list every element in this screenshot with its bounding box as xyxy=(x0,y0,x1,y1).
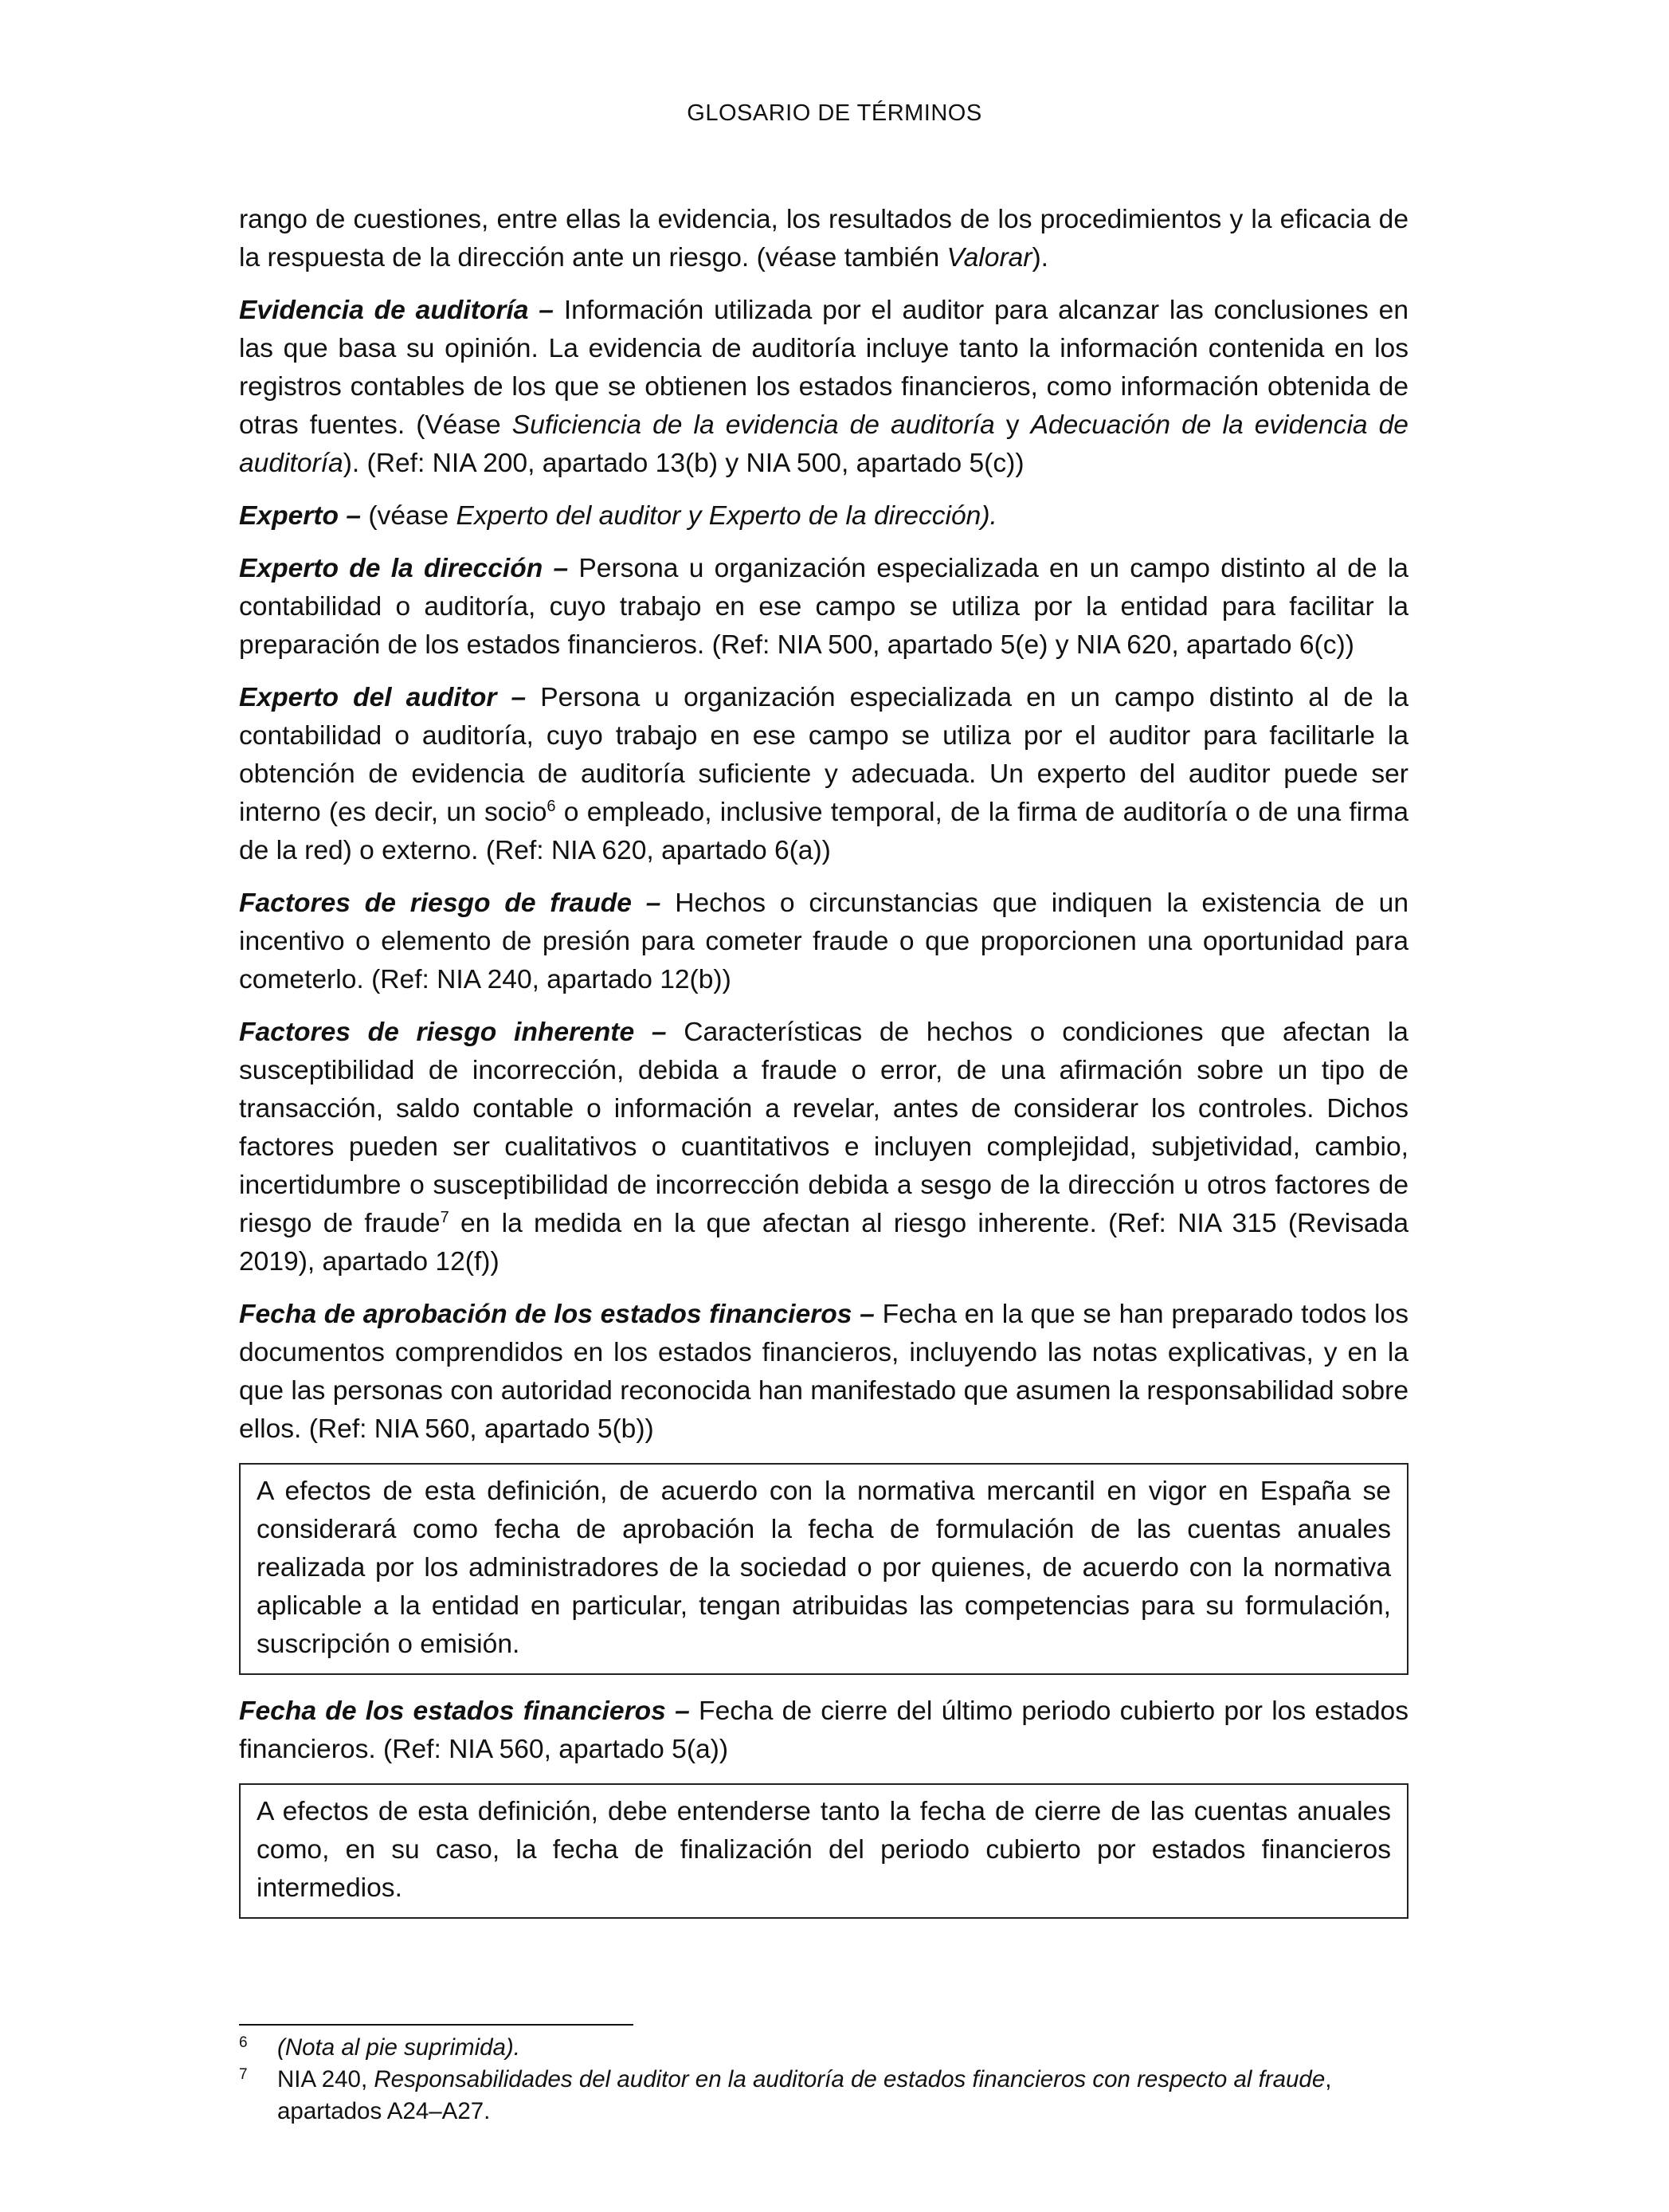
glossary-entry-evidencia-de-auditoria xyxy=(239,292,1408,483)
glossary-entry-fecha-de-aprobacion xyxy=(239,1296,1408,1449)
spain-note-box xyxy=(239,1783,1408,1919)
glossary-entry-experto xyxy=(239,497,1408,535)
glossary-term: Experto – xyxy=(239,501,362,531)
glossary-entry-experto-del-auditor xyxy=(239,679,1408,870)
cross-reference-term: Adecuación de la evidencia de auditoría xyxy=(239,410,1408,478)
glossary-term: Factores de riesgo de fraude – xyxy=(239,888,661,918)
cross-reference-term: Valorar xyxy=(946,243,1032,273)
footnote-text: NIA 240, xyxy=(277,2066,374,2092)
cross-reference-term: Suficiencia de la evidencia de auditoría xyxy=(511,410,995,440)
glossary-term: Fecha de aprobación de los estados financieros – xyxy=(239,1300,875,1329)
continuation-text: rango de cuestiones, entre ellas la evidencia, los resultados de los procedimientos y la eficacia de la respuesta de la dirección ante un riesgo. (véase también xyxy=(239,205,1408,273)
continuation-text-end: ). xyxy=(1032,243,1048,273)
glossary-term: Experto del auditor – xyxy=(239,683,527,712)
glossary-body xyxy=(239,201,1408,1936)
glossary-term: Evidencia de auditoría – xyxy=(239,296,554,325)
footnote-text: (Nota al pie suprimida). xyxy=(277,2034,520,2061)
definition-text: Persona u organización especializada en un campo distinto al de la contabilidad o auditoría, cuyo trabajo en ese campo se utiliza por la entidad para facilitar la preparación de los estados financieros. (Ref: NIA 500, apartado 5(e) y NIA 620, apartado 6(c)) xyxy=(239,554,1408,660)
glossary-continuation xyxy=(239,201,1408,277)
footnote-6 xyxy=(239,2032,1408,2064)
page-header-title: GLOSARIO DE TÉRMINOS xyxy=(687,100,982,126)
definition-text: Persona u organización especializada en un campo distinto al de la contabilidad o auditoría, cuyo trabajo en ese campo se utiliza por el auditor para facilitarle la obtención de evidencia de auditoría suficiente y adecuada. Un experto del auditor puede ser interno (es decir, un socio xyxy=(239,683,1408,827)
spain-note-box xyxy=(239,1463,1408,1675)
glossary-term: Fecha de los estados financieros – xyxy=(239,1696,690,1726)
footnote-separator xyxy=(239,2024,633,2026)
footnote-7 xyxy=(239,2064,1408,2128)
definition-text: y xyxy=(994,410,1031,440)
definition-text: Fecha de cierre del último periodo cubierto por los estados financieros. (Ref: NIA 560, apartado 5(a)) xyxy=(239,1696,1408,1764)
spain-note-text: A efectos de esta definición, debe entenderse tanto la fecha de cierre de las cuentas anuales como, en su caso, la fecha de finalización del periodo cubierto por estados financieros intermedios. xyxy=(257,1797,1391,1903)
glossary-entry-fecha-de-los-estados-financieros xyxy=(239,1692,1408,1769)
cross-reference-term: Experto del auditor y Experto de la dirección). xyxy=(456,501,997,531)
footnote-number: 6 xyxy=(239,2034,248,2051)
spain-note-text: A efectos de esta definición, de acuerdo con la normativa mercantil en vigor en España se considerará como fecha de aprobación la fecha de formulación de las cuentas anuales realizada por los administradores de la sociedad o por quienes, de acuerdo con la normativa aplicable a la entidad en particular, tengan atribuidas las competencias para su formulación, suscripción o emisión. xyxy=(257,1477,1391,1659)
definition-text: Características de hechos o condiciones que afectan la susceptibilidad de incorrección, debida a fraude o error, de una afirmación sobre un tipo de transacción, saldo contable o información a revelar, antes de considerar los controles. Dichos factores pueden ser cualitativos o cuantitativos e incluyen complejidad, subjetividad, cambio, incertidumbre o susceptibilidad de incorrección debida a sesgo de la dirección u otros factores de riesgo de fraude xyxy=(239,1018,1408,1238)
footnotes xyxy=(239,2032,1408,2128)
definition-text: Fecha en la que se han preparado todos los documentos comprendidos en los estados financieros, incluyendo las notas explicativas, y en la que las personas con autoridad reconocida han manifestado que asumen la responsabilidad sobre ellos. (Ref: NIA 560, apartado 5(b)) xyxy=(239,1300,1408,1444)
footnote-reference[interactable]: 6 xyxy=(547,797,556,815)
footnote-number: 7 xyxy=(239,2066,248,2083)
definition-text: ). (Ref: NIA 200, apartado 13(b) y NIA 500, apartado 5(c)) xyxy=(343,449,1025,478)
definition-text: en la medida en la que afectan al riesgo inherente. (Ref: NIA 315 (Revisada 2019), apartado 12(f)) xyxy=(239,1209,1409,1277)
definition-text: (véase xyxy=(361,501,456,531)
definition-text: Hechos o circunstancias que indiquen la existencia de un incentivo o elemento de presión para cometer fraude o que proporcionen una oportunidad para cometerlo. (Ref: NIA 240, apartado 12(b)) xyxy=(239,888,1408,994)
definition-text: o empleado, inclusive temporal, de la firma de auditoría o de una firma de la red) o externo. (Ref: NIA 620, apartado 6(a)) xyxy=(239,798,1409,865)
footnote-text-end: , apartados A24–A27. xyxy=(277,2066,1332,2124)
glossary-term: Factores de riesgo inherente – xyxy=(239,1018,667,1047)
glossary-entry-factores-de-riesgo-de-fraude xyxy=(239,884,1408,999)
glossary-entry-experto-de-la-direccion xyxy=(239,550,1408,665)
glossary-term: Experto de la dirección – xyxy=(239,554,569,583)
glossary-entry-factores-de-riesgo-inherente xyxy=(239,1014,1408,1281)
footnote-reference[interactable]: 7 xyxy=(440,1208,449,1226)
definition-text: Información utilizada por el auditor para alcanzar las conclusiones en las que basa su opinión. La evidencia de auditoría incluye tanto la información contenida en los registros contables de los que se obtienen los estados financieros, como información obtenida de otras fuentes. (Véase xyxy=(239,296,1408,440)
footnote-cited-title: Responsabilidades del auditor en la auditoría de estados financieros con respecto al fraude xyxy=(374,2066,1326,2092)
